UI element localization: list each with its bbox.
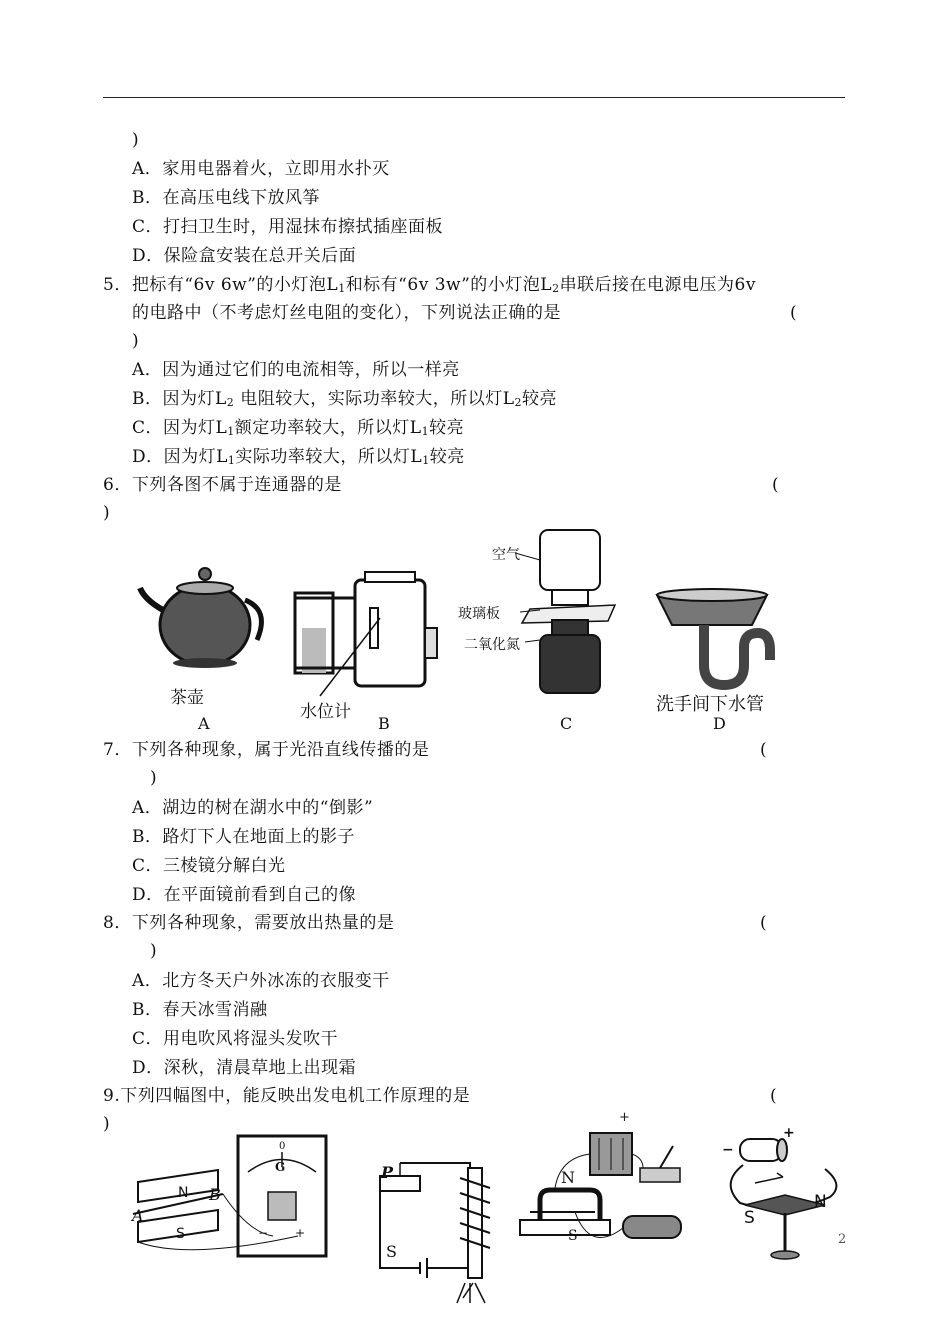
q9-paren-open: ( <box>770 1086 778 1106</box>
header-rule <box>103 97 845 98</box>
fig4-label-minus: − <box>722 1142 734 1158</box>
q8-option-c: C．用电吹风将湿头发吹干 <box>132 1029 339 1049</box>
fig3-label-plus: + <box>619 1110 630 1125</box>
q5-option-c: C．因为灯$L_1$额定功率较大，所以灯$L_1$较亮 <box>132 418 465 438</box>
teapot-caption: 茶壶 <box>170 688 204 708</box>
fig2-label-s: S <box>386 1242 397 1261</box>
q7-option-b: B．路灯下人在地面上的影子 <box>132 827 355 847</box>
q6-stem: 6．下列各图不属于连通器的是 <box>103 475 342 495</box>
water-level-gauge-caption: 水位计 <box>300 702 351 722</box>
q7-option-c: C．三棱镜分解白光 <box>132 856 286 876</box>
fig1-label-s: S <box>176 1226 185 1242</box>
q8-paren-close: ) <box>150 941 158 961</box>
motor-apparatus-figure <box>515 1128 690 1263</box>
fig1-label-g: G <box>275 1160 286 1174</box>
q4-option-c: C．打扫卫生时，用湿抹布擦拭插座面板 <box>132 217 444 237</box>
q5-option-a: A．因为通过它们的电流相等，所以一样亮 <box>132 360 460 380</box>
fig4-label-s: S <box>744 1208 755 1228</box>
q7-stem: 7．下列各种现象，属于光沿直线传播的是 <box>103 740 430 760</box>
figure-letter-d: D <box>713 714 726 733</box>
fig1-label-a: A <box>132 1206 144 1225</box>
page-number: 2 <box>838 1232 847 1247</box>
figure-letter-c: C <box>560 714 573 733</box>
q5-option-d: D．因为灯$L_1$实际功率较大，所以灯$L_1$较亮 <box>132 447 465 467</box>
compass-coil-figure <box>715 1125 850 1265</box>
label-air: 空气 <box>492 547 520 563</box>
figure-letter-b: B <box>378 714 390 733</box>
label-leader-lines <box>515 548 545 648</box>
fig1-label-plus: + <box>295 1226 306 1240</box>
q7-option-d: D．在平面镜前看到自己的像 <box>132 885 357 905</box>
teapot-figure <box>135 560 270 675</box>
label-nitrogen-dioxide: 二氧化氮 <box>464 637 520 653</box>
sink-drain-caption: 洗手间下水管 <box>656 694 764 715</box>
label-glass-plate: 玻璃板 <box>458 606 500 622</box>
q9-paren-close: ) <box>103 1114 111 1134</box>
q6-paren-open: ( <box>772 475 780 495</box>
sink-drain-figure <box>652 585 777 690</box>
fig3-label-n: N <box>561 1168 575 1187</box>
q5-paren-open: ( <box>790 303 798 323</box>
q8-option-a: A．北方冬天户外冰冻的衣服变干 <box>132 971 390 991</box>
fig4-label-plus: + <box>783 1125 795 1141</box>
q8-paren-open: ( <box>760 913 768 933</box>
q8-option-d: D．深秋，清晨草地上出现霜 <box>132 1058 357 1078</box>
fig1-label-zero: 0 <box>279 1141 286 1152</box>
q7-paren-close: ) <box>150 768 158 788</box>
galvanometer-induction-figure <box>128 1132 333 1264</box>
q6-paren-close: ) <box>103 503 111 523</box>
q7-paren-open: ( <box>760 740 768 760</box>
fig4-label-n: N <box>814 1192 827 1212</box>
q4-option-b: B．在高压电线下放风筝 <box>132 188 320 208</box>
q7-option-a: A．湖边的树在湖水中的“倒影” <box>132 798 374 818</box>
fig2-label-p: P <box>381 1163 394 1182</box>
fig1-label-n: N <box>178 1185 189 1201</box>
q4-paren-close: ) <box>132 130 140 150</box>
q8-stem: 8．下列各种现象，需要放出热量的是 <box>103 913 395 933</box>
electromagnet-circuit-figure <box>355 1158 515 1308</box>
q8-option-b: B．春天冰雪消融 <box>132 1000 268 1020</box>
q5-paren-close: ) <box>132 331 140 351</box>
fig1-label-b: B <box>209 1185 221 1204</box>
fig1-label-minus: − <box>258 1226 269 1240</box>
q5-option-b: B．因为灯$L_2$ 电阻较大，实际功率较大，所以灯$L_2$较亮 <box>132 389 557 409</box>
q4-option-a: A．家用电器着火，立即用水扑灭 <box>132 159 390 179</box>
fig3-label-s: S <box>568 1228 578 1244</box>
figure-letter-a: A <box>198 714 210 733</box>
q4-option-d: D．保险盒安装在总开关后面 <box>132 246 357 266</box>
q9-stem: 9.下列四幅图中，能反映出发电机工作原理的是 <box>103 1086 471 1106</box>
q5-stem-line1: 5．把标有“6v 6w”的小灯泡$L_1$和标有“6v 3w”的小灯泡$L_2$串联后接在电源电压为6v <box>103 275 756 295</box>
q5-stem-line2: 的电路中（不考虑灯丝电阻的变化），下列说法正确的是 <box>132 303 561 323</box>
water-level-gauge-figure <box>290 568 440 698</box>
